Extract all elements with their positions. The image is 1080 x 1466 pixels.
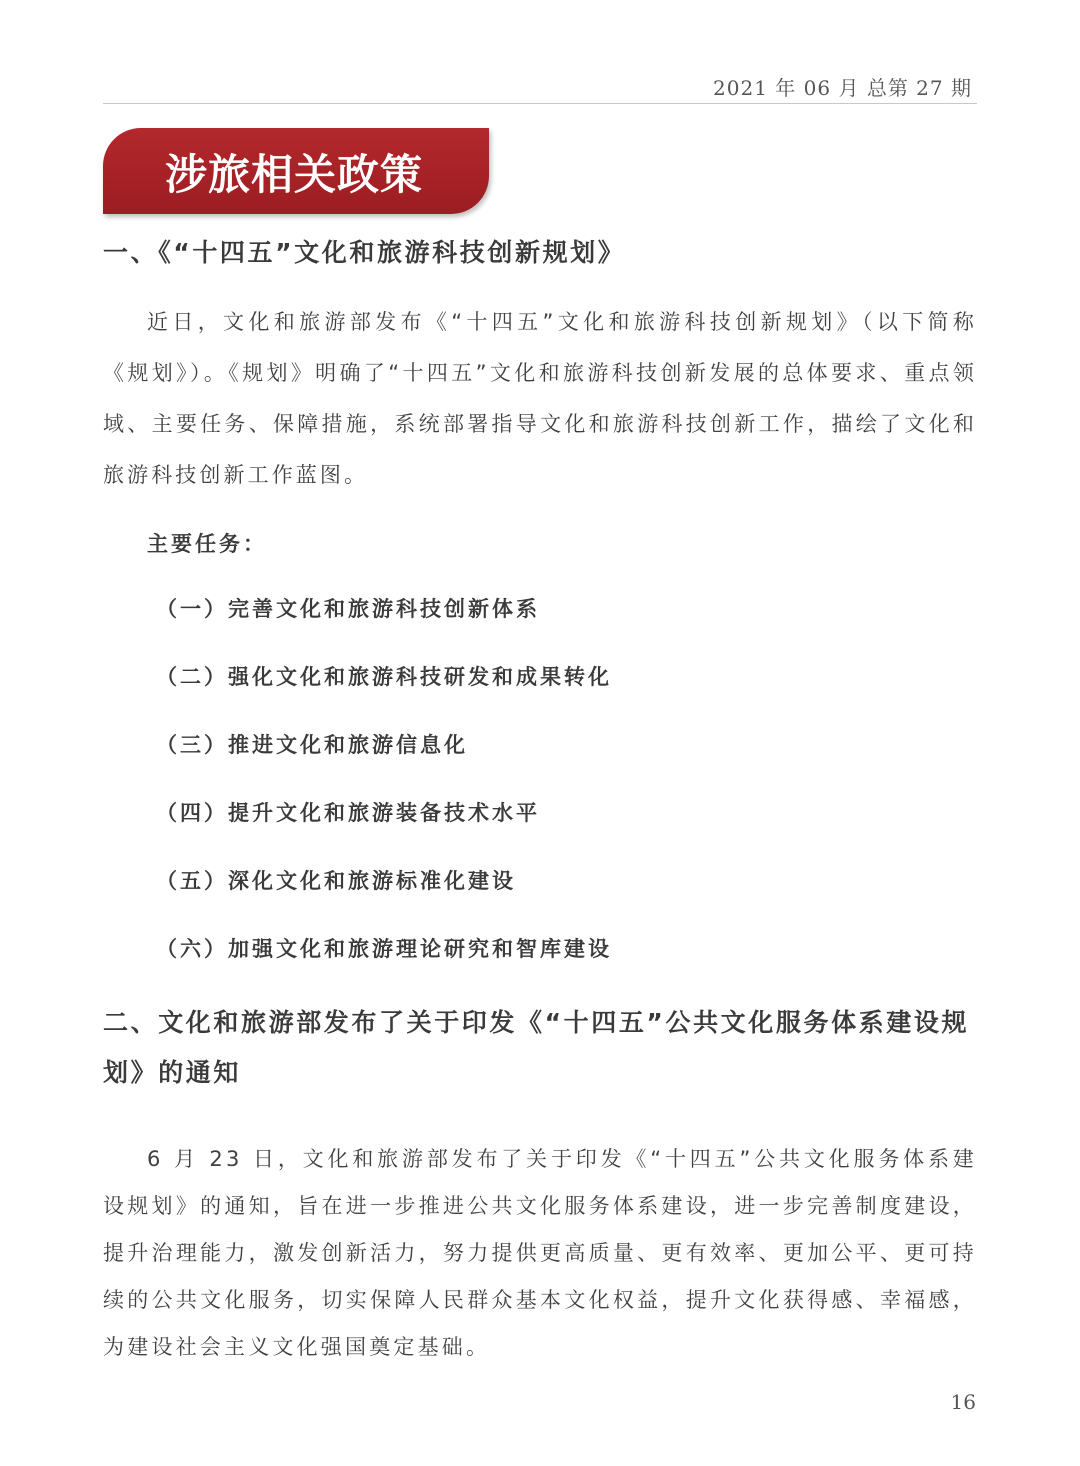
page-number: 16	[950, 1390, 976, 1414]
task-item: （四）提升文化和旅游装备技术水平	[156, 801, 540, 825]
task-item: （五）深化文化和旅游标准化建设	[156, 869, 516, 893]
section-2-paragraph: 6 月 23 日，文化和旅游部发布了关于印发《“十四五”公共文化服务体系建设规划》的通知，旨在进一步推进公共文化服务体系建设，进一步完善制度建设，提升治理能力，激发创新活力，努力提供更高质量、更有效率、更加公平、更可持续的公共文化服务，切实保障人民群众基本文化权益，提升文化获得感、幸福感，为建设社会主义文化强国奠定基础。	[103, 1147, 977, 1359]
section-2-heading: 二、文化和旅游部发布了关于印发《“十四五”公共文化服务体系建设规划》的通知	[103, 1008, 970, 1087]
task-item: （一）完善文化和旅游科技创新体系	[156, 597, 540, 621]
section-banner	[103, 128, 489, 214]
main-tasks-title: 主要任务：	[147, 532, 267, 556]
section-1-heading: 一、《“十四五”文化和旅游科技创新规划》	[103, 238, 626, 267]
task-item: （二）强化文化和旅游科技研发和成果转化	[156, 665, 612, 689]
section-1-paragraph: 近日，文化和旅游部发布《“十四五”文化和旅游科技创新规划》（以下简称《规划》）。《规划》明确了“十四五”文化和旅游科技创新发展的总体要求、重点领域、主要任务、保障措施，系统部署指导文化和旅游科技创新工作，描绘了文化和旅游科技创新工作蓝图。	[103, 310, 977, 487]
task-item: （六）加强文化和旅游理论研究和智库建设	[156, 937, 612, 961]
issue-header: 2021 年 06 月 总第 27 期	[713, 76, 972, 100]
banner-title: 涉旅相关政策	[165, 150, 424, 199]
task-item: （三）推进文化和旅游信息化	[156, 733, 468, 757]
task-list	[156, 592, 612, 1000]
header-divider	[103, 103, 977, 104]
